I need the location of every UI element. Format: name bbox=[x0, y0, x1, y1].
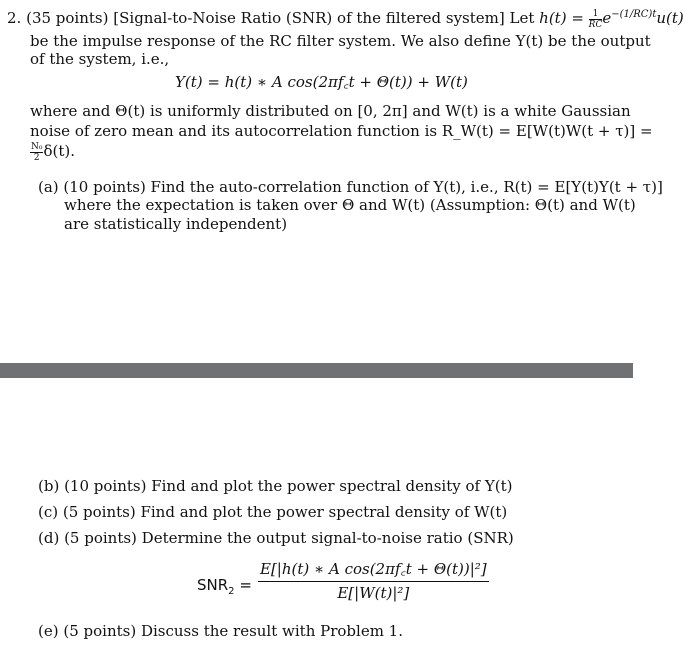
h-exp-base: e bbox=[602, 9, 612, 27]
where-line-1: where and Θ(t) is uniformly distributed on [0, 2π] and W(t) is a white Gaussian bbox=[30, 102, 631, 120]
delta-term: δ(t). bbox=[43, 142, 76, 160]
h-fraction: $\frac{1}{RC}$ bbox=[588, 8, 603, 30]
problem-bottom-section bbox=[0, 378, 633, 645]
snr-denominator: E[|W(t)|²] bbox=[337, 584, 410, 602]
snr-numerator: E[|h(t) ∗ A cos(2πf꜀t + Θ(t))|²] bbox=[258, 559, 489, 582]
part-a-line-3: are statistically independent) bbox=[64, 215, 288, 233]
page-divider bbox=[0, 363, 633, 378]
h-tail: u(t) bbox=[656, 9, 684, 27]
n0-fraction: $\frac{\text{N₀}}{2}$ bbox=[31, 141, 43, 163]
where-line-2: noise of zero mean and its autocorrelation function is R_W(t) = E[W(t)W(t + τ)] = bbox=[30, 122, 653, 140]
problem-line-3: of the system, i.e., bbox=[30, 50, 170, 68]
part-b: (b) (10 points) Find and plot the power spectral density of Y(t) bbox=[38, 477, 513, 495]
problem-number: 2. bbox=[7, 9, 22, 27]
part-e: (e) (5 points) Discuss the result with Problem 1. bbox=[38, 622, 403, 640]
part-a-line-2: where the expectation is taken over Θ and W(t) (Assumption: Θ(t) and W(t) bbox=[64, 196, 636, 214]
where-line-3 bbox=[30, 141, 75, 163]
part-c: (c) (5 points) Find and plot the power spectral density of W(t) bbox=[38, 503, 508, 521]
h-lhs: h(t) = bbox=[539, 9, 584, 27]
system-equation: Y(t) = h(t) ∗ A cos(2πf꜀t + Θ(t)) + W(t) bbox=[175, 73, 468, 91]
problem-heading-line bbox=[7, 8, 684, 30]
snr-fraction bbox=[258, 559, 489, 603]
let-word: Let bbox=[509, 9, 535, 27]
part-a-line-1: (a) (10 points) Find the auto-correlation function of Y(t), i.e., R(t) = E[Y(t)Y(t + τ)] bbox=[38, 178, 663, 196]
snr-equals: = bbox=[239, 576, 252, 594]
snr-label: $SNR_2$ = bbox=[197, 576, 252, 597]
part-d: (d) (5 points) Determine the output signal-to-noise ratio (SNR) bbox=[38, 529, 514, 547]
problem-line-2: be the impulse response of the RC filter system. We also define Y(t) be the output bbox=[30, 32, 651, 50]
snr-subscript: 2 bbox=[228, 586, 235, 597]
h-exponent: −(1/RC)t bbox=[611, 9, 657, 20]
problem-points: (35 points) bbox=[26, 9, 109, 27]
problem-title: [Signal-to-Noise Ratio (SNR) of the filtered system] bbox=[113, 9, 505, 27]
